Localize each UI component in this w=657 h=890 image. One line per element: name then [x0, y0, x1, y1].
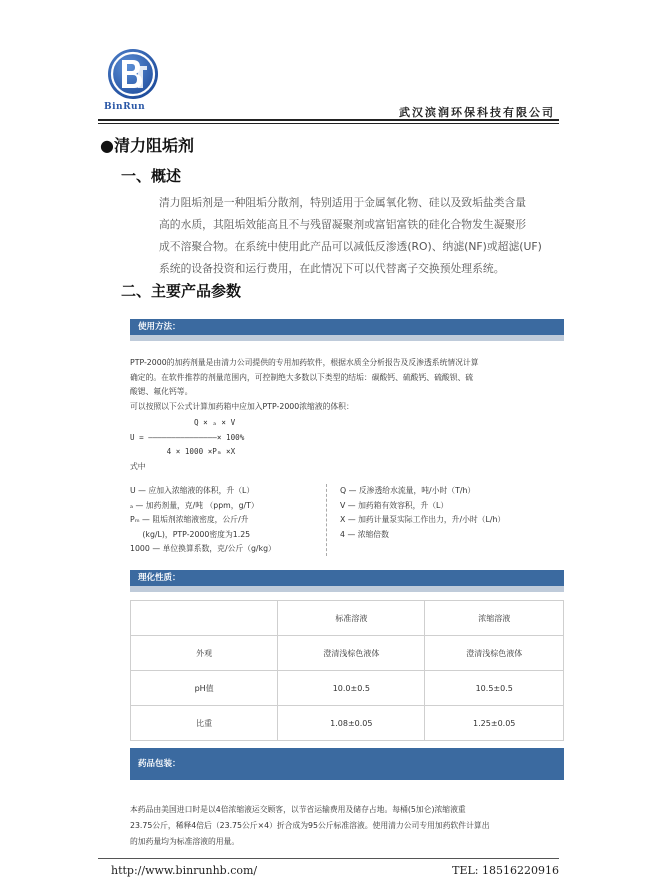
- packaging-line: 的加药量均为标准溶液的用量。: [130, 837, 240, 846]
- overview-paragraph: [159, 192, 569, 280]
- section-heading-parameters: 二、主要产品参数: [121, 282, 242, 300]
- usage-bar: 使用方法：: [130, 319, 564, 335]
- binrun-logo: [107, 48, 159, 100]
- dosage-formula: [130, 416, 244, 460]
- table-cell: 澄清浅棕色液体: [425, 636, 564, 671]
- table-header-cell: 浓缩溶液: [425, 601, 564, 636]
- formula-main: U = ———————————————× 100%: [130, 432, 245, 442]
- usage-bar-shadow: [130, 335, 564, 341]
- usage-line: 确定的。在软件推荐的剂量范围内，可控制绝大多数以下类型的结垢：碳酸钙、硫酸钙、硫酸钡、硫: [130, 372, 474, 382]
- table-header-cell: 标准溶液: [278, 601, 425, 636]
- overview-line: 高的水质，其阻垢效能高且不与残留凝聚剂或富铝富铁的硅化合物发生凝聚形: [159, 218, 527, 231]
- footer-rule: [98, 858, 559, 859]
- product-title: ●清力阻垢剂: [100, 136, 194, 155]
- right-definitions: [340, 484, 505, 542]
- usage-line: PTP-2000的加药剂量是由清力公司提供的专用加药软件，根据水质全分析报告及反渗透系统情况计算: [130, 358, 479, 367]
- packaging-bar: 药品包装：: [130, 748, 564, 780]
- table-header-cell: [131, 601, 278, 636]
- table-row: [131, 706, 564, 741]
- definition-item: ₐ — 加药剂量，克/吨 （ppm，g/T）: [130, 500, 259, 510]
- where-label: 式中: [130, 462, 146, 471]
- properties-bar: 理化性质：: [130, 570, 564, 586]
- formula-numerator: Q × ₐ × V: [130, 418, 236, 427]
- table-cell: pH值: [131, 671, 278, 706]
- table-row: [131, 671, 564, 706]
- table-cell: 10.5±0.5: [425, 671, 564, 706]
- usage-line: 可以按照以下公式计算加药箱中应加入PTP-2000浓缩液的体积：: [130, 401, 354, 411]
- formula-denominator: 4 × 1000 ×Pₘ ×X: [130, 447, 236, 456]
- definition-item: U — 应加入浓缩液的体积，升（L）: [130, 486, 255, 495]
- definition-item: 1000 — 单位换算系数，克/公斤（g/kg）: [130, 544, 276, 553]
- properties-bar-shadow: [130, 586, 564, 592]
- table-cell: 外观: [131, 636, 278, 671]
- overview-line: 清力阻垢剂是一种阻垢分散剂，特别适用于金属氧化物、硅以及致垢盐类含量: [159, 196, 527, 209]
- website-url[interactable]: http://www.binrunhb.com/: [111, 864, 258, 877]
- overview-line: 系统的设备投资和运行费用，在此情况下可以代替离子交换预处理系统。: [159, 262, 505, 275]
- overview-line: 成不溶聚合物。在系统中使用此产品可以减低反渗透(RO)、纳滤(NF)或超滤(UF): [159, 240, 542, 253]
- definitions-divider: [326, 484, 327, 556]
- definition-item: (kg/L)，PTP-2000密度为1.25: [130, 529, 251, 539]
- packaging-paragraph: [130, 802, 490, 850]
- table-header-row: [131, 601, 564, 636]
- telephone: TEL: 18516220916: [452, 864, 559, 877]
- table-cell: 比重: [131, 706, 278, 741]
- properties-table: [130, 600, 564, 741]
- logo-text: BinRun: [104, 102, 146, 112]
- left-definitions: [130, 484, 276, 557]
- definition-item: Q — 反渗透给水流量，吨/小时（T/h）: [340, 486, 476, 495]
- definition-item: V — 加药箱有效容积，升（L）: [340, 500, 449, 510]
- company-name: 武汉滨润环保科技有限公司: [399, 106, 555, 119]
- table-row: [131, 636, 564, 671]
- usage-paragraph: [130, 356, 479, 414]
- table-cell: 1.25±0.05: [425, 706, 564, 741]
- usage-line: 酸锶、氟化钙等。: [130, 387, 193, 396]
- packaging-line: 23.75公斤，稀释4倍后（23.75公斤×4）折合成为95公斤标准溶液。使用清力公司专用加药软件计算出: [130, 821, 490, 830]
- table-cell: 澄清浅棕色液体: [278, 636, 425, 671]
- definition-item: X — 加药计量泵实际工作出力，升/小时（L/h）: [340, 515, 506, 524]
- table-cell: 1.08±0.05: [278, 706, 425, 741]
- definition-item: 4 — 浓缩倍数: [340, 529, 389, 539]
- definition-item: Pₘ — 阻垢剂浓缩液密度，公斤/升: [130, 515, 249, 524]
- header-rule: [98, 119, 559, 124]
- table-cell: 10.0±0.5: [278, 671, 425, 706]
- packaging-line: 本药品由美国进口时是以4倍浓缩液运交顾客，以节省运输费用及储存占地。每桶(5加仑)浓缩液重: [130, 805, 466, 814]
- section-heading-overview: 一、概述: [121, 167, 182, 185]
